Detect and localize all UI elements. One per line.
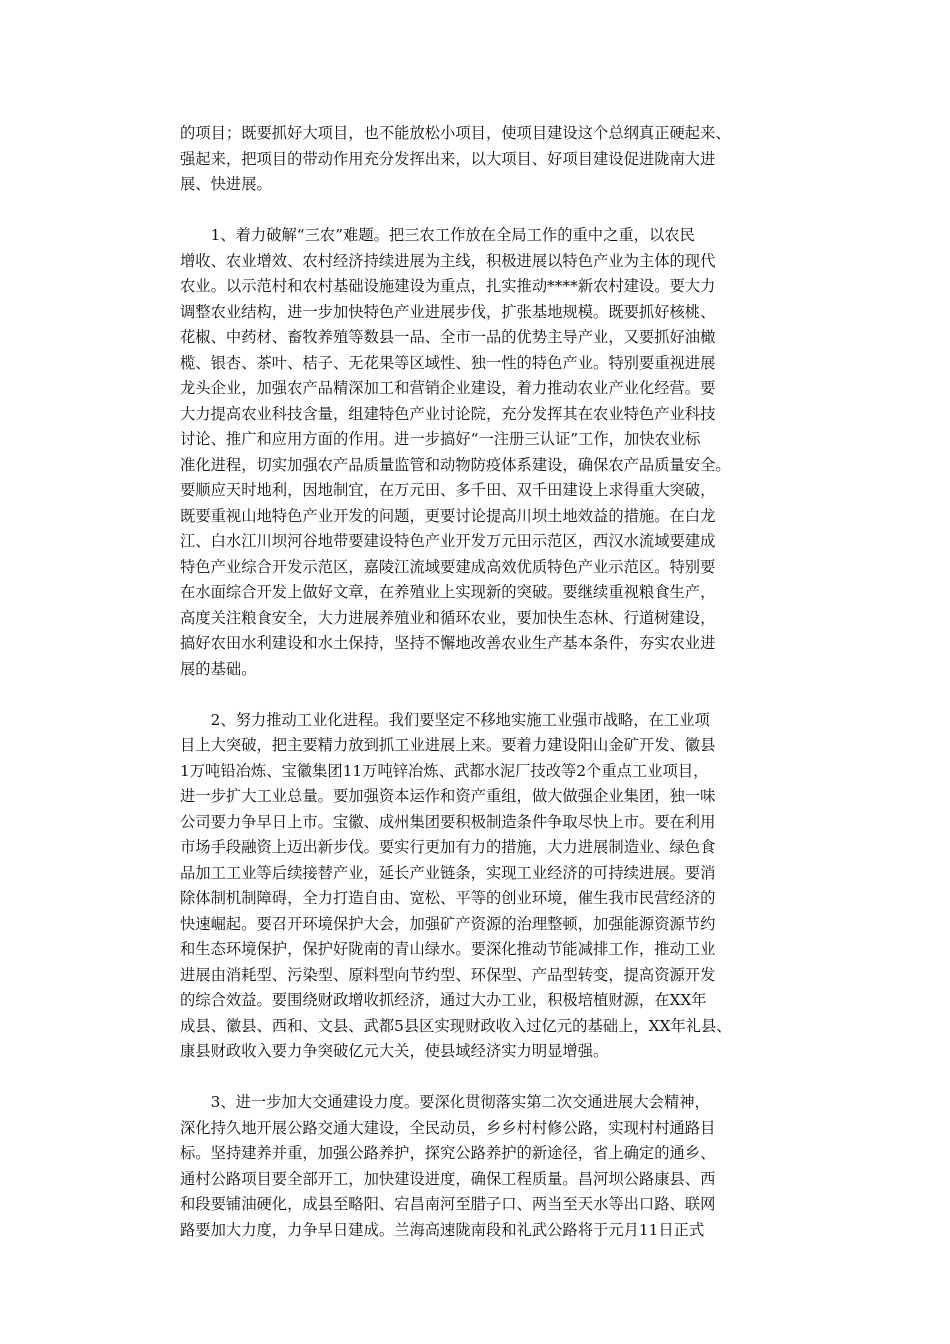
text-line: 和生态环境保护，保护好陇南的青山绿水。要深化推动节能减排工作，推动工业 — [180, 940, 716, 958]
text-line: 康县财政收入要力争突破亿元大关，使县域经济实力明显增强。 — [180, 1042, 609, 1060]
text-line: 花椒、中药材、畜牧养殖等数县一品、全市一品的优势主导产业，又要抓好油橄 — [180, 328, 716, 346]
text-line: 除体制机制障碍，全力打造自由、宽松、平等的创业环境，催生我市民营经济的 — [180, 889, 716, 907]
text-line: 1、着力破解“三农”难题。把三农工作放在全局工作的重中之重，以农民 — [210, 226, 695, 244]
text-line: 强起来，把项目的带动作用充分发挥出来，以大项目、好项目建设促进陇南大进 — [180, 149, 716, 168]
text-line: 农业。以示范村和农村基础设施建设为重点，扎实推动****新农村建设。要大力 — [180, 277, 716, 295]
text-line: 通村公路项目要全部开工，加快建设进度，确保工程质量。昌河坝公路康县、西 — [180, 1169, 716, 1188]
paragraph — [180, 121, 780, 198]
text-line: 2、努力推动工业化进程。我们要坚定不移地实施工业强市战略，在工业项 — [210, 710, 710, 729]
text-line: 3、进一步加大交通建设力度。要深化贯彻落实第二次交通进展大会精神， — [210, 1093, 710, 1111]
text-line: 特色产业综合开发示范区，嘉陵江流域要建成高效优质特色产业示范区。特别要 — [180, 557, 716, 576]
text-line: 深化持久地开展公路交通大建设，全民动员，乡乡村村修公路，实现村村通路目 — [180, 1118, 716, 1137]
text-line: 标。坚持建养并重，加强公路养护，探究公路养护的新途径，省上确定的通乡、 — [180, 1144, 716, 1162]
text-line: 1万吨铅冶炼、宝徽集团11万吨锌冶炼、武都水泥厂技改等2个重点工业项目， — [180, 761, 709, 780]
text-line: 讨论、推广和应用方面的作用。进一步搞好“一注册三认证”工作，加快农业标 — [180, 430, 701, 448]
text-line: 进一步扩大工业总量。要加强资本运作和资产重组，做大做强企业集团，独一味 — [180, 787, 716, 805]
text-line: 大力提高农业科技含量，组建特色产业讨论院，充分发挥其在农业特色产业科技 — [180, 404, 716, 423]
text-line: 展的基础。 — [180, 659, 257, 678]
text-line: 搞好农田水利建设和水土保持，坚持不懈地改善农业生产基本条件，夯实农业进 — [180, 634, 716, 652]
text-line: 既要重视山地特色产业开发的问题，更要讨论提高川坝土地效益的措施。在白龙 — [180, 506, 716, 525]
text-line: 目上大突破，把主要精力放到抓工业进展上来。要着力建设阳山金矿开发、徽县 — [180, 736, 716, 754]
paragraph — [180, 1090, 780, 1243]
text-line: 的综合效益。要围绕财政增收抓经济，通过大办工业，积极培植财源，在XX年 — [180, 991, 707, 1009]
text-line: 和段要铺油硬化，成县至略阳、宕昌南河至腊子口、两当至天水等出口路、联网 — [180, 1195, 716, 1213]
text-line: 展、快进展。 — [180, 175, 272, 193]
text-line: 高度关注粮食安全，大力进展养殖业和循环农业，要加快生态林、行道树建设， — [180, 608, 716, 627]
text-line: 在水面综合开发上做好文章，在养殖业上实现新的突破。要继续重视粮食生产， — [180, 583, 716, 601]
text-line: 准化进程，切实加强农产品质量监管和动物防疫体系建设，确保农产品质量安全。 — [180, 455, 731, 474]
text-line: 调整农业结构，进一步加快特色产业进展步伐，扩张基地规模。既要抓好核桃、 — [180, 302, 716, 321]
text-line: 路要加大力度，力争早日建成。兰海高速陇南段和礼武公路将于元月11日正式 — [180, 1220, 705, 1239]
text-line: 公司要力争早日上市。宝徽、成州集团要积极制造条件争取尽快上市。要在利用 — [180, 812, 716, 831]
text-line: 市场手段融资上迈出新步伐。要实行更加有力的措施，大力进展制造业、绿色食 — [180, 838, 716, 856]
text-line: 的项目；既要抓好大项目，也不能放松小项目，使项目建设这个总纲真正硬起来、 — [180, 124, 731, 142]
paragraph — [180, 223, 780, 682]
paragraph — [180, 708, 780, 1065]
document-body — [180, 121, 780, 1269]
text-line: 增收、农业增效、农村经济持续进展为主线，积极进展以特色产业为主体的现代 — [180, 251, 716, 270]
text-line: 品加工工业等后续接替产业，延长产业链条，实现工业经济的可持续进展。要消 — [180, 863, 716, 882]
text-line: 进展由消耗型、污染型、原料型向节约型、环保型、产品型转变，提高资源开发 — [180, 965, 716, 984]
text-line: 快速崛起。要召开环境保护大会，加强矿产资源的治理整顿，加强能源资源节约 — [180, 914, 716, 933]
text-line: 成县、徽县、西和、文县、武都5县区实现财政收入过亿元的基础上，XX年礼县、 — [180, 1016, 732, 1035]
text-line: 江、白水江川坝河谷地带要建设特色产业开发万元田示范区，西汉水流域要建成 — [180, 532, 716, 550]
text-line: 榄、银杏、茶叶、桔子、无花果等区域性、独一性的特色产业。特别要重视进展 — [180, 353, 716, 372]
text-line: 要顺应天时地利，因地制宜，在万元田、多千田、双千田建设上求得重大突破， — [180, 481, 716, 499]
text-line: 龙头企业，加强农产品精深加工和营销企业建设，着力推动农业产业化经营。要 — [180, 379, 716, 397]
